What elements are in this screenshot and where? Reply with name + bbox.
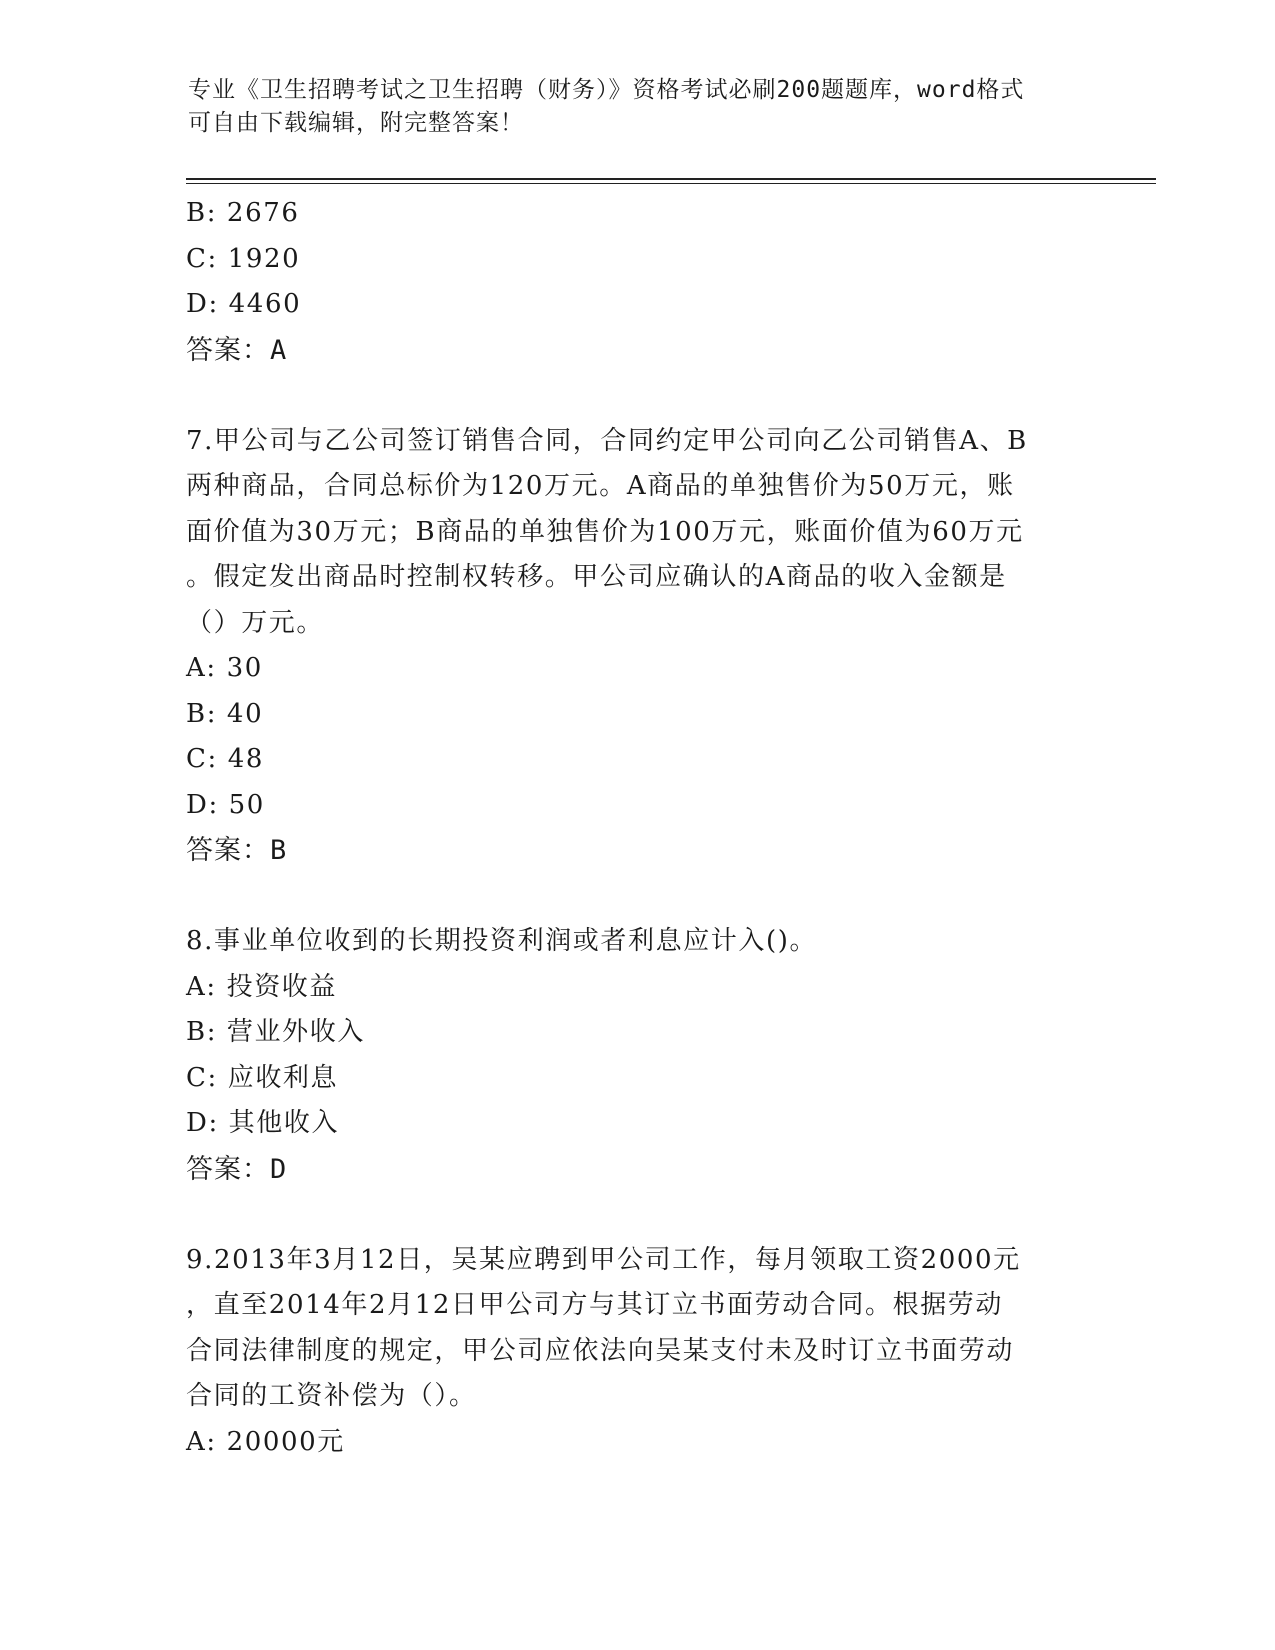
header-line-2: 可自由下载编辑，附完整答案！ [188, 110, 524, 136]
question-text-line: 8.事业单位收到的长期投资利润或者利息应计入()。 [186, 926, 818, 956]
option-a: A: 投资收益 [186, 971, 338, 1002]
question-text-line: 面价值为30万元；B商品的单独售价为100万元，账面价值为60万元 [186, 516, 1024, 547]
question-text-line: 7.甲公司与乙公司签订销售合同，合同约定甲公司向乙公司销售A、B [186, 425, 1028, 456]
answer: 答案：B [186, 835, 288, 866]
question-text-line: 两种商品，合同总标价为120万元。A商品的单独售价为50万元，账 [186, 471, 1015, 501]
document-body [186, 191, 1086, 1465]
question-text-line: 9.2013年3月12日，吴某应聘到甲公司工作，每月领取工资2000元 [186, 1244, 1021, 1275]
option-d: D: 其他收入 [186, 1108, 340, 1138]
option-b: B: 2676 [186, 198, 300, 228]
spacer [186, 1192, 1086, 1238]
answer: 答案：D [186, 1153, 288, 1185]
question-text-line: 合同的工资补偿为（）。 [186, 1381, 477, 1411]
option-c: C: 48 [186, 744, 265, 774]
header-divider-thick [186, 178, 1156, 180]
question-text-line: ，直至2014年2月12日甲公司方与其订立书面劳动合同。根据劳动 [186, 1290, 1003, 1320]
header-divider-thin [186, 183, 1156, 184]
question-9 [186, 1238, 1086, 1466]
question-continued [186, 191, 1086, 373]
option-c: C: 应收利息 [186, 1062, 339, 1093]
question-text-line: 。假定发出商品时控制权转移。甲公司应确认的A商品的收入金额是 [186, 562, 1007, 592]
question-8 [186, 919, 1086, 1192]
option-b: B: 40 [186, 698, 264, 729]
page-header [188, 74, 1088, 140]
option-a: A: 20000元 [186, 1426, 345, 1457]
question-7 [186, 419, 1086, 874]
answer: 答案：A [186, 334, 288, 366]
question-text-line: 合同法律制度的规定，甲公司应依法向吴某支付未及时订立书面劳动 [186, 1335, 1015, 1366]
spacer [186, 373, 1086, 419]
question-text-line: （）万元。 [186, 607, 325, 638]
spacer [186, 874, 1086, 920]
header-line-1: 专业《卫生招聘考试之卫生招聘（财务）》资格考试必刷200题题库，word格式 [188, 77, 1025, 103]
option-b: B: 营业外收入 [186, 1017, 365, 1047]
option-d: D: 4460 [186, 289, 302, 319]
option-c: C: 1920 [186, 243, 301, 274]
option-d: D: 50 [186, 789, 265, 820]
option-a: A: 30 [186, 653, 263, 683]
